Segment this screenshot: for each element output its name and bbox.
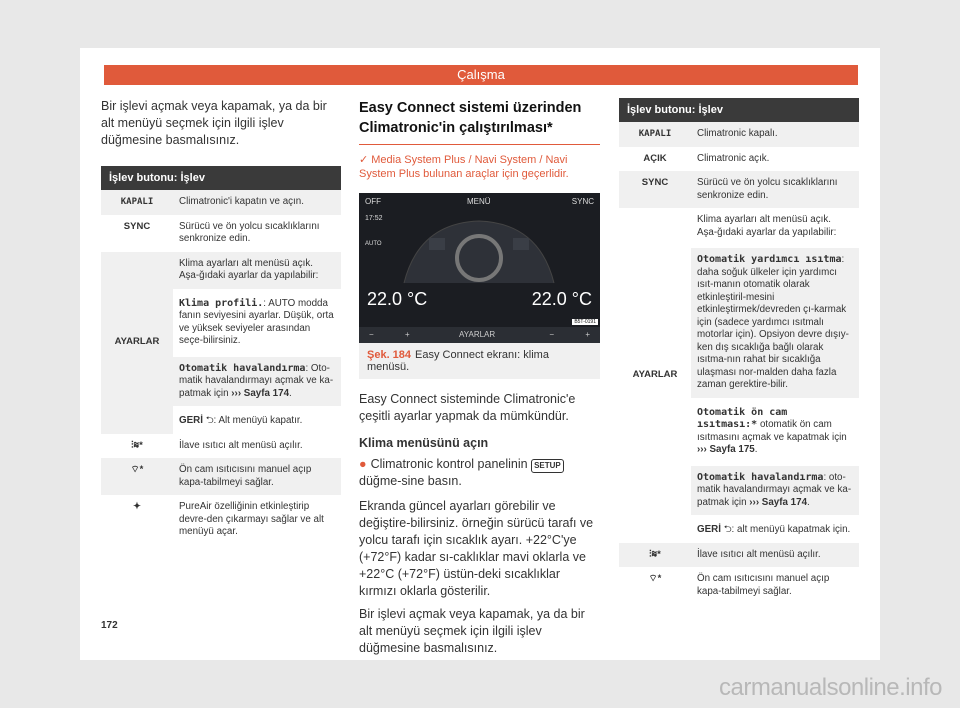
page-link[interactable]: ››› Sayfa 175	[697, 444, 755, 455]
table-row: ⌔* Ön cam ısıtıcısını manuel açıp kapa-tabilmeyi sağlar.	[619, 567, 859, 604]
temp-left-plus[interactable]: +	[405, 330, 410, 339]
setup-button-icon: SETUP	[531, 459, 564, 473]
sub-otomatik-havalandirma: Otomatik havalandırma: Oto-matik havalandırmayı açmak ve ka-patmak için ››› Sayfa 174.	[173, 354, 341, 407]
applicability-note: ✓ Media System Plus / Navi System / Navi System Plus bulunan araçlar için geçerlidir.	[359, 154, 569, 180]
dashboard-illustration	[399, 213, 559, 291]
function-table-right	[619, 98, 859, 604]
page-link[interactable]: ››› Sayfa 174	[231, 387, 290, 399]
back-icon: ⮌	[205, 415, 214, 426]
figure-caption: Şek. 184 Easy Connect ekranı: klima menüsü.	[359, 343, 600, 379]
intro-paragraph: Bir işlevi açmak veya kapamak, ya da bir alt menüyü seçmek için ilgili işlev düğmesine basmalısınız.	[101, 99, 327, 147]
windshield-heat-icon: ⌔*	[101, 458, 173, 495]
table-row-ayarlar	[101, 252, 341, 434]
table-row: AÇIK Climatronic açık.	[619, 147, 859, 172]
column-left	[101, 98, 341, 545]
row-value: Climatronic'i kapatın ve açın.	[173, 190, 341, 215]
paragraph: Ekranda güncel ayarları görebilir ve değiştire-bilirsiniz. örneğin sürücü tarafı ve yolcu tarafı için sıcaklık ayarı. +22°C'ye (+72°F) kadar sı-caklıklar mavi oklarla ve +22°C (+72°F) üstün-deki sıcaklıklar kırmızı oklarla gösterilir.	[359, 499, 594, 598]
watermark: carmanualsonline.info	[719, 674, 942, 701]
table-row: ⫶≋* İlave ısıtıcı alt menüsü açılır.	[101, 434, 341, 459]
page-number: 172	[101, 620, 118, 631]
column-middle	[359, 98, 600, 657]
temp-right-minus[interactable]: −	[549, 330, 554, 339]
screen-sync-button[interactable]: SYNC	[571, 197, 594, 206]
table-row	[101, 215, 341, 252]
table-header: İşlev butonu: İşlev	[619, 98, 859, 122]
key-ayarlar: AYARLAR	[101, 252, 173, 434]
ayarlar-intro: Klima ayarları alt menüsü açık. Aşa-ğıdaki ayarlar da yapılabilir:	[691, 208, 859, 245]
sub-geri: GERİ ⮌: Alt menüyü kapatır.	[173, 406, 341, 434]
sub-otomatik-havalandirma: Otomatik havalandırma: oto-matik havalandırmayı açmak ve ka-patmak için ››› Sayfa 174.	[691, 463, 859, 516]
paragraph: Bir işlevi açmak veya kapamak, ya da bir alt menüyü seçmek için ilgili işlev düğmesine basmalısınız.	[359, 607, 585, 655]
table-row: KAPALI Climatronic kapalı.	[619, 122, 859, 147]
section-header: Çalışma	[104, 65, 858, 85]
sub-otomatik-yardimci-isitma: Otomatik yardımcı ısıtma: daha soğuk ülkeler için yardımcı ısıt-manın otomatik olarak etkinleştiril-mesini etkinleştirmek/devreden çı-karmak için (sadece yardımcı ısıtmalı motorlar için). Opsiyon devre dışıy-ken dış sıcaklığa bağlı olarak ısıtma-nın rahat bir sıcaklığa ulaşması nor-malden daha fazla zaman gerektire-bilir.	[691, 245, 859, 398]
page-link[interactable]: ››› Sayfa 174	[749, 496, 808, 508]
screen-auto: AUTO	[365, 241, 382, 247]
table-row	[101, 190, 341, 215]
paragraph: Easy Connect sisteminde Climatronic'e çeşitli ayarlar yapmak da mümkündür.	[359, 392, 576, 423]
row-value: Sürücü ve ön yolcu sıcaklıklarını senkronize edin.	[179, 220, 320, 244]
sub-klima-profili: Klima profili.: AUTO modda fanın seviyesini ayarlar. Düşük, orta ve yüksek seviyeler arasından seçe-bilirsiniz.	[173, 289, 341, 354]
temp-left[interactable]: 22.0 °C	[367, 289, 428, 309]
key-kapali: KAPALI	[101, 190, 173, 215]
rear-heater-icon: ⫶≋*	[619, 543, 691, 568]
ayarlar-intro: Klima ayarları alt menüsü açık. Aşa-ğıdaki ayarlar da yapılabilir:	[173, 252, 341, 289]
screen-off-button[interactable]: OFF	[365, 197, 381, 206]
sub-heading: Klima menüsünü açın	[359, 436, 489, 450]
temp-left-minus[interactable]: −	[369, 330, 374, 339]
sub-geri: GERİ ⮌: alt menüyü kapatmak için.	[691, 515, 859, 543]
figure-code: B5T-0191	[574, 319, 596, 325]
table-row-ayarlar	[619, 208, 859, 543]
screen-ayarlar-button[interactable]: AYARLAR	[459, 330, 496, 339]
table-row: ⌔* Ön cam ısıtıcısını manuel açıp kapa-tabilmeyi sağlar.	[101, 458, 341, 495]
key-sync: SYNC	[619, 171, 691, 208]
section-heading: Easy Connect sistemi üzerinden Climatronic'in çalıştırılması*	[359, 98, 600, 145]
function-table-left	[101, 166, 341, 545]
key-sync: SYNC	[123, 220, 151, 232]
bullet-item: ● Climatronic kontrol panelinin SETUP düğme-sine basın.	[359, 456, 600, 490]
rear-heater-icon: ⫶≋*	[131, 439, 143, 451]
table-row: ✦ PureAir özelliğinin etkinleştirip devre-den çıkarmayı sağlar ve alt menüyü açar.	[101, 495, 341, 545]
windshield-heat-icon: ⌔*	[648, 573, 662, 584]
screen-time: 17:52	[365, 215, 383, 222]
key-acik: AÇIK	[643, 152, 667, 164]
screen-menu-button[interactable]: MENÜ	[467, 197, 491, 206]
key-ayarlar: AYARLAR	[632, 369, 678, 380]
easy-connect-screen	[359, 193, 600, 343]
table-row: SYNC Sürücü ve ön yolcu sıcaklıklarını senkronize edin.	[619, 171, 859, 208]
key-kapali: KAPALI	[619, 122, 691, 147]
pureair-icon: ✦	[133, 501, 141, 512]
temp-right[interactable]: 22.0 °C	[531, 289, 592, 309]
column-right	[619, 98, 859, 604]
sub-otomatik-on-cam: Otomatik ön cam ısıtması:* otomatik ön cam ısıtmasını açmak ve kapatmak için ››› Sayfa 175.	[691, 398, 859, 463]
table-header: İşlev butonu: İşlev	[101, 166, 341, 190]
temp-right-plus[interactable]: +	[585, 330, 590, 339]
table-row: ⫶≋* İlave ısıtıcı alt menüsü açılır.	[619, 543, 859, 568]
back-icon: ⮌	[723, 524, 732, 535]
